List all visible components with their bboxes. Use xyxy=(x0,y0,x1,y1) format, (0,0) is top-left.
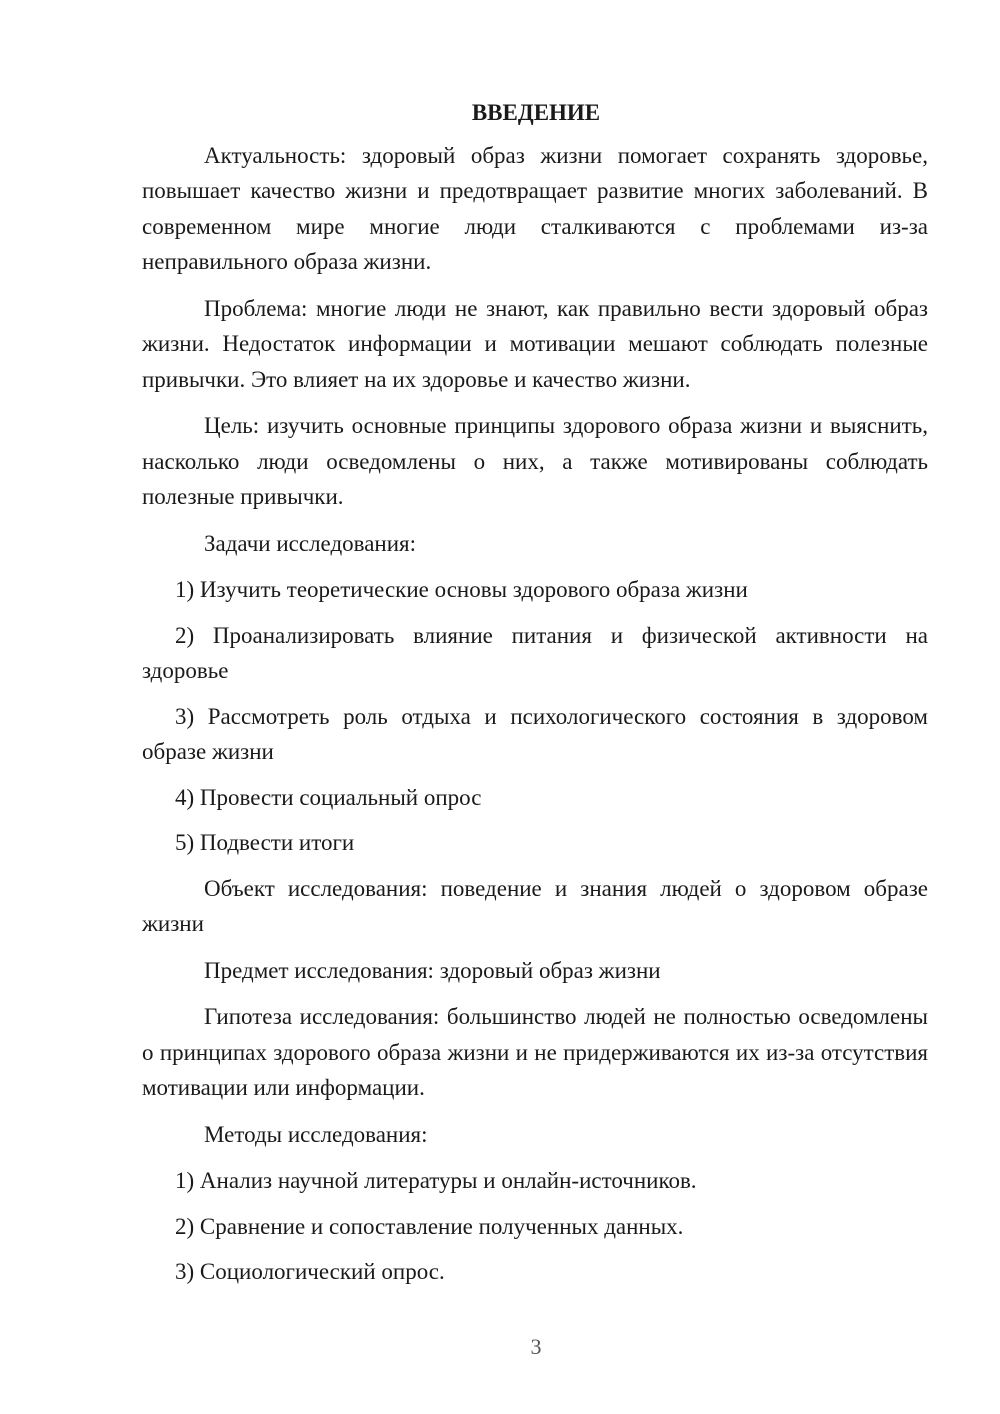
page-number: 3 xyxy=(530,1334,542,1359)
relevance-paragraph: Актуальность: здоровый образ жизни помогает сохранять здоровье, повышает качество жизни и предотвращает развитие многих заболеваний. В современном мире многие люди сталкиваются с проблемами из-за неправильного образа жизни. xyxy=(142,142,928,274)
method-item: 1) Анализ научной литературы и онлайн-источников. xyxy=(175,1168,697,1193)
task-item: 5) Подвести итоги xyxy=(175,830,355,855)
goal-paragraph: Цель: изучить основные принципы здорового образа жизни и выяснить, насколько люди осведомлены о них, а также мотивированы соблюдать полезные привычки. xyxy=(142,413,928,509)
subject-paragraph: Предмет исследования: здоровый образ жизни xyxy=(204,957,661,983)
task-item: 3) Рассмотреть роль отдыха и психологического состояния в здоровом образе жизни xyxy=(142,703,928,764)
method-item: 3) Социологический опрос. xyxy=(175,1259,445,1284)
page-body xyxy=(142,95,928,1300)
object-paragraph: Объект исследования: поведение и знания людей о здоровом образе жизни xyxy=(142,875,928,936)
methods-heading: Методы исследования: xyxy=(204,1121,428,1147)
task-item: 2) Проанализировать влияние питания и физической активности на здоровье xyxy=(142,622,928,683)
task-item: 1) Изучить теоретические основы здорового образа жизни xyxy=(175,577,748,602)
hypothesis-paragraph: Гипотеза исследования: большинство людей не полностью осведомлены о принципах здорового образа жизни и не придерживаются их из-за отсутствия мотивации или информации. xyxy=(142,1004,928,1100)
method-item: 2) Сравнение и сопоставление полученных данных. xyxy=(175,1213,684,1239)
tasks-heading: Задачи исследования: xyxy=(204,530,417,556)
task-item: 4) Провести социальный опрос xyxy=(175,784,482,810)
problem-paragraph: Проблема: многие люди не знают, как правильно вести здоровый образ жизни. Недостаток информации и мотивации мешают соблюдать полезные привычки. Это влияет на их здоровье и качество жизни. xyxy=(142,295,928,392)
section-title: ВВЕДЕНИЕ xyxy=(471,100,601,125)
